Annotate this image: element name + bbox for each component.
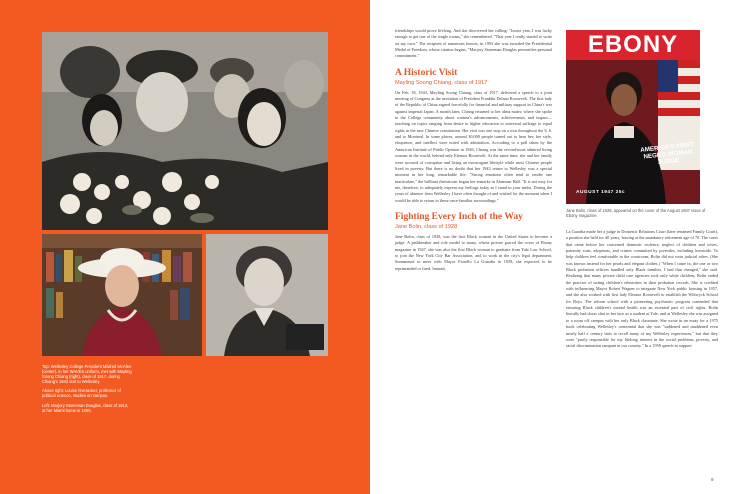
article-column-right	[566, 229, 718, 350]
group-photo	[42, 32, 328, 230]
page-number: 9	[711, 477, 714, 482]
right-page	[370, 0, 740, 494]
historic-visit-body: On Feb. 18, 1943, Mayling Soong Chiang, class of 1917, delivered a speech to a joint meeting of Congress at the invitation of President Franklin Delano Roosevelt. The first lady of the Republic of China argued forcefully for financial and military support in China's war against imperial Japan. A month later, Chiang returned to her alma mater, where she spoke to the College community about women's advancements, achievements, and impact—touching on topics ranging from desire to higher education to universal suffrage to equal rights in the new Chinese constitution. Her visit was one stop on a tour throughout the U.S. and to Montreal. In some places, around 30,000 people turned out to hear her; her style, eloquence, and intellect were noted with admiration. According to a poll taken by the American Institute of Public Opinion in 1946, Chiang was the second-most admired living woman in the world, behind only Eleanor Roosevelt. At the same time, she and her family were accused of corruption and living an extravagant lifestyle while most Chinese people lived in poverty. But there is no doubt that her 1943 return to Wellesley was a special moment in her long, remarkable life: "Strong emotions often tend to render one inarticulate," the brilliant rhetorician began her remarks in Alumnae Hall. "It is not easy for me, therefore, to adequately express my feelings today as I stand in your midst. During the years of absence from Wellesley I have often thought of and wished for the moment when I would be able to return to these once-familiar surroundings."	[395, 89, 552, 203]
section-subheading-bolin: Jane Bolin, class of 1928	[395, 223, 458, 230]
intro-paragraph: friendships would prove lifelong. And she discovered her calling: "Junior year, I was lucky enough to get one of the single rooms," she remembered. "That year I really started to write on my own." The recipient of numerous honors, in 1993 she was awarded the Presidential Medal of Freedom, whose citation begins, "Marjory Stoneman Douglas personifies personal commitment."	[395, 28, 552, 59]
professor-portrait-photo	[206, 234, 328, 356]
section-subheading-chiang: Mayling Soong Chiang, class of 1917	[395, 79, 488, 86]
cover-caption: Jane Bolin, class of 1928, appeared on the cover of the August 1947 issue of Ebony magazine.	[566, 208, 706, 219]
photo-captions	[42, 364, 132, 417]
caption-above-right: Above right: Louise Overacker, professor of political science, studies on campus.	[42, 388, 121, 399]
cover-date: AUGUST 1947 25c	[576, 190, 626, 195]
ebony-magazine-cover	[566, 30, 700, 204]
section-heading-historic-visit: A Historic Visit	[395, 67, 458, 78]
elderly-woman-photo	[42, 234, 202, 356]
fighting-body: Jane Bolin, class of 1928, was the first Black woman in the United States to become a judge. A pathbreaker and role model to many, whose picture graced the cover of Ebony magazine in 1947, she was also the first Black woman to graduate from Yale Law School, to join the New York City Bar Association, and to work in the city's legal department. Summoned to meet with Mayor Fiorello La Guardia in 1939, she expected to be reprimanded or fired. Instead,	[395, 233, 552, 271]
cover-headline: AMERICA'S FIRST NEGRO WOMAN JUDGE	[640, 141, 695, 167]
ebony-logo: EBONY	[566, 30, 700, 60]
caption-left: Left: Marjory Stoneman Douglas, class of 1912, at her Miami home in 1985.	[42, 402, 129, 413]
section-heading-fighting: Fighting Every Inch of the Way	[395, 211, 523, 222]
bolin-continued-body: La Guardia made her a judge in Domestic Relations Court (later renamed Family Court), a position she held for 40 years, leaving at the mandatory retirement age of 70. The cases that came before her concerned domestic violence, neglect of children and wives, paternity suits, adoptions, and crimes committed by juveniles, including homicide. To help children feel comfortable in the courtroom, Bolin did not wear judicial robes. (She was known instead for her pearls and elegant clothes.) "When I came in, the one or two Black probation officers handled only Black families. I had that changed," she said. Realizing that many private child care agencies took only white children, Bolin ended the practice of noting children's ethnicities in their probation records. She is credited with influencing Mayor Robert Wagner to integrate New York public housing in 1957, and she also worked with first lady Eleanor Roosevelt to establish the Wiltwyck School for Boys. The reform school with a pioneering psychiatric program contended that ensuring Black children's mental health was an essential part of civil rights. Bolin literally had doors shut in her face as a student at Yale, and at Wellesley she was assigned to a room off campus with her only Black classmate. She wrote in an essay for a 1975 book celebrating Wellesley's centennial that she was "saddened and maddened even nearly half a century later to recall many of my Wellesley experiences," but that they were "partly responsible for my lifelong interest in the social problems, poverty, and racial discrimination rampant in our country." In a 1958 speech in support	[566, 229, 718, 349]
article-column-left	[395, 28, 552, 272]
caption-top: Top: Wellesley College President Mildred McAfee (center), in her WAVES uniform, met with Mayling Soong Chiang (right), class of 1917, during Chiang's 1943 visit to Wellesley.	[42, 364, 132, 385]
